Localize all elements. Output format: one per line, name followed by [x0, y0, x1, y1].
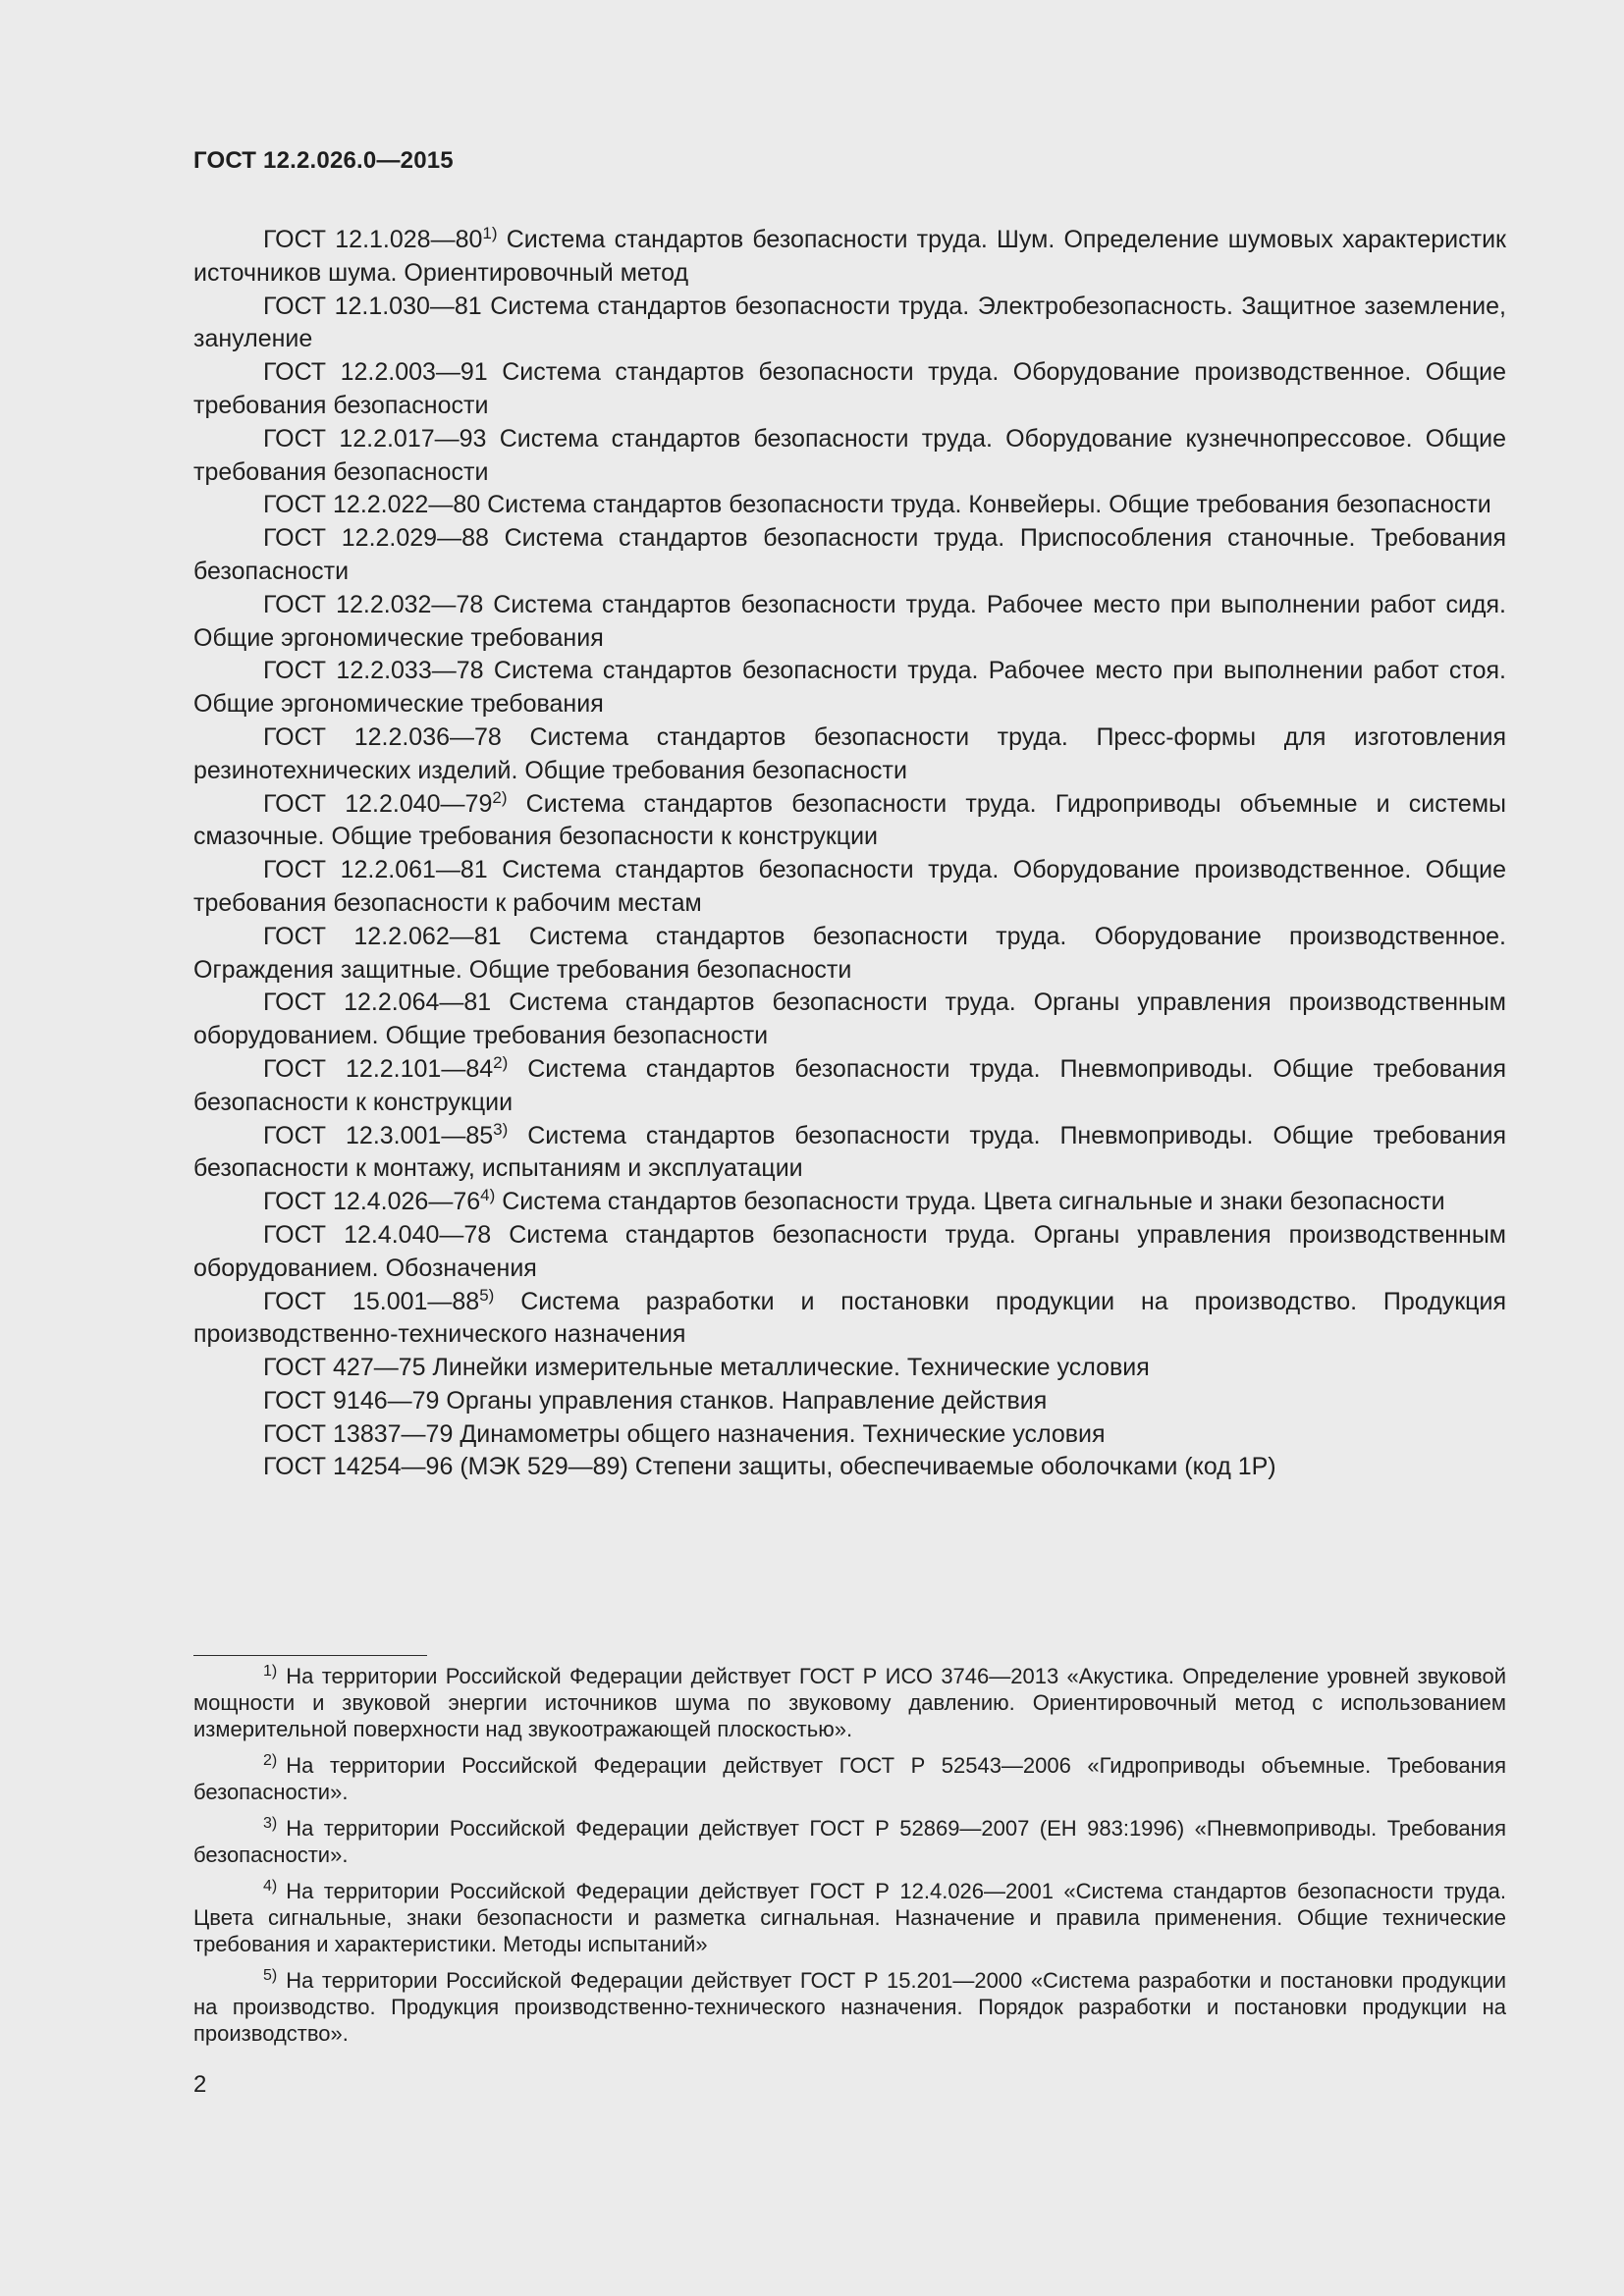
reference-item	[193, 1120, 1506, 1187]
reference-title: Линейки измерительные металлические. Технические условия	[432, 1354, 1150, 1382]
reference-item	[193, 921, 1506, 988]
reference-item	[193, 1352, 1506, 1385]
reference-code: ГОСТ 12.2.036—78	[263, 722, 502, 751]
reference-title: Система стандартов безопасности труда. Шум. Определение шумовых характеристик источников шума. Ориентировочный метод	[193, 226, 1506, 287]
reference-item	[193, 1451, 1506, 1484]
reference-item	[193, 1385, 1506, 1418]
reference-code: ГОСТ 12.2.032—78	[263, 590, 484, 618]
reference-code: ГОСТ 9146—79	[263, 1386, 440, 1415]
reference-item	[193, 224, 1506, 291]
footnote-text: На территории Российской Федерации действует ГОСТ Р 15.201—2000 «Система разработки и постановки продукции на производство. Продукция производственно-технического назначения. Порядок разработки и постановки продукции на производство».	[193, 1968, 1506, 2046]
reference-title: Система стандартов безопасности труда. Оборудование кузнечнопрессовое. Общие требования безопасности	[193, 424, 1506, 486]
reference-title: Система разработки и постановки продукции на производство. Продукция производственно-технического назначения	[193, 1287, 1507, 1349]
footnote-marker: 4)	[480, 1186, 496, 1205]
reference-title: (МЭК 529—89) Степени защиты, обеспечиваемые оболочками (код 1Р)	[460, 1453, 1276, 1481]
reference-item	[193, 356, 1506, 423]
footnote	[193, 1752, 1506, 1805]
reference-code: ГОСТ 13837—79	[263, 1419, 454, 1448]
reference-code: ГОСТ 12.2.062—81	[263, 922, 502, 950]
reference-item	[193, 655, 1506, 721]
document-header: ГОСТ 12.2.026.0—2015	[193, 147, 454, 174]
reference-item	[193, 788, 1506, 855]
footnotes	[193, 1663, 1506, 2056]
reference-code: ГОСТ 12.3.001—85$^{3)}$	[263, 1119, 509, 1149]
footnote-mark: 4)	[263, 1878, 278, 1895]
reference-code: ГОСТ 12.4.026—76$^{4)}$	[263, 1186, 496, 1216]
reference-title: Система стандартов безопасности труда. Пресс-формы для изготовления резинотехнических изделий. Общие требования безопасности	[193, 722, 1506, 784]
reference-title: Система стандартов безопасности труда. Электробезопасность. Защитное заземление, зануление	[193, 292, 1506, 353]
reference-code: ГОСТ 12.2.029—88	[263, 524, 489, 553]
footnote	[193, 1663, 1506, 1742]
reference-code: ГОСТ 12.2.064—81	[263, 988, 492, 1017]
reference-item	[193, 987, 1506, 1053]
reference-item	[193, 1186, 1506, 1219]
footnote-mark: 3)	[263, 1815, 278, 1832]
reference-code: ГОСТ 12.4.040—78	[263, 1220, 492, 1249]
footnote-marker: 2)	[492, 787, 508, 807]
footnote-marker: 5)	[479, 1285, 495, 1305]
footnote-mark: 2)	[263, 1752, 278, 1769]
reference-item	[193, 589, 1506, 656]
reference-item	[193, 1219, 1506, 1286]
reference-code: ГОСТ 12.2.003—91	[263, 358, 488, 387]
reference-item	[193, 1286, 1506, 1353]
footnote	[193, 1967, 1506, 2047]
reference-code: ГОСТ 427—75	[263, 1354, 426, 1382]
footnote	[193, 1878, 1506, 1957]
reference-title: Система стандартов безопасности труда. Пневмоприводы. Общие требования безопасности к монтажу, испытаниям и эксплуатации	[193, 1121, 1506, 1183]
reference-item	[193, 854, 1506, 921]
reference-item	[193, 1053, 1506, 1120]
reference-item	[193, 291, 1506, 357]
reference-code: ГОСТ 12.2.022—80	[263, 491, 481, 519]
reference-item	[193, 489, 1506, 522]
reference-code: ГОСТ 12.2.101—84$^{2)}$	[263, 1052, 509, 1083]
reference-code: ГОСТ 15.001—88$^{5)}$	[263, 1285, 495, 1315]
reference-title: Система стандартов безопасности труда. Органы управления производственным оборудованием. Обозначения	[193, 1220, 1506, 1282]
reference-item	[193, 1418, 1506, 1452]
reference-title: Система стандартов безопасности труда. Оборудование производственное. Общие требования безопасности	[193, 358, 1506, 419]
reference-code: ГОСТ 12.2.017—93	[263, 424, 487, 453]
reference-title: Система стандартов безопасности труда. Оборудование производственное. Общие требования безопасности к рабочим местам	[193, 856, 1506, 917]
reference-code: ГОСТ 12.2.061—81	[263, 856, 488, 884]
reference-title: Система стандартов безопасности труда. Рабочее место при выполнении работ стоя. Общие эргономические требования	[193, 657, 1506, 719]
reference-title: Динамометры общего назначения. Технические условия	[460, 1419, 1106, 1448]
footnote	[193, 1815, 1506, 1868]
reference-title: Система стандартов безопасности труда. Органы управления производственным оборудованием. Общие требования безопасности	[193, 988, 1506, 1050]
reference-title: Система стандартов безопасности труда. Цвета сигнальные и знаки безопасности	[502, 1188, 1445, 1216]
page-number: 2	[193, 2071, 207, 2098]
reference-item	[193, 721, 1506, 788]
reference-item	[193, 522, 1506, 589]
reference-code: ГОСТ 12.2.040—79$^{2)}$	[263, 787, 508, 818]
footnote-marker: 1)	[482, 224, 498, 242]
reference-code: ГОСТ 14254—96	[263, 1453, 454, 1481]
reference-title: Система стандартов безопасности труда. Рабочее место при выполнении работ сидя. Общие эргономические требования	[193, 590, 1506, 652]
reference-title: Система стандартов безопасности труда. Гидроприводы объемные и системы смазочные. Общие требования безопасности к конструкции	[193, 789, 1506, 851]
footnote-marker: 3)	[493, 1119, 509, 1139]
footnote-text: На территории Российской Федерации действует ГОСТ Р 52869—2007 (ЕН 983:1996) «Пневмоприводы. Требования безопасности».	[193, 1816, 1506, 1867]
reference-title: Система стандартов безопасности труда. Приспособления станочные. Требования безопасности	[193, 524, 1506, 585]
reference-title: Система стандартов безопасности труда. Пневмоприводы. Общие требования безопасности к конструкции	[193, 1054, 1506, 1116]
footnote-mark: 1)	[263, 1663, 278, 1680]
footnote-text: На территории Российской Федерации действует ГОСТ Р 52543—2006 «Гидроприводы объемные. Требования безопасности».	[193, 1753, 1506, 1804]
reference-code: ГОСТ 12.1.028—80$^{1)}$	[263, 224, 498, 253]
reference-code: ГОСТ 12.2.033—78	[263, 657, 484, 685]
footnote-mark: 5)	[263, 1967, 278, 1984]
reference-code: ГОСТ 12.1.030—81	[263, 292, 482, 320]
footnote-separator	[193, 1655, 427, 1656]
footnote-marker: 2)	[493, 1052, 509, 1072]
reference-title: Органы управления станков. Направление действия	[446, 1386, 1048, 1415]
footnote-text: На территории Российской Федерации действует ГОСТ Р ИСО 3746—2013 «Акустика. Определение уровней звуковой мощности и звуковой энергии источников шума по звуковому давлению. Ориентировочный метод с использованием измерительной поверхности над звукоотражающей плоскостью».	[193, 1664, 1506, 1741]
footnote-text: На территории Российской Федерации действует ГОСТ Р 12.4.026—2001 «Система стандартов безопасности труда. Цвета сигнальные, знаки безопасности и разметка сигнальная. Назначение и правила применения. Общие технические требования и характеристики. Методы испытаний»	[193, 1879, 1506, 1956]
reference-title: Система стандартов безопасности труда. Конвейеры. Общие требования безопасности	[487, 491, 1491, 519]
reference-item	[193, 423, 1506, 490]
normative-references-list	[193, 224, 1506, 1484]
reference-title: Система стандартов безопасности труда. Оборудование производственное. Ограждения защитные. Общие требования безопасности	[193, 922, 1506, 984]
